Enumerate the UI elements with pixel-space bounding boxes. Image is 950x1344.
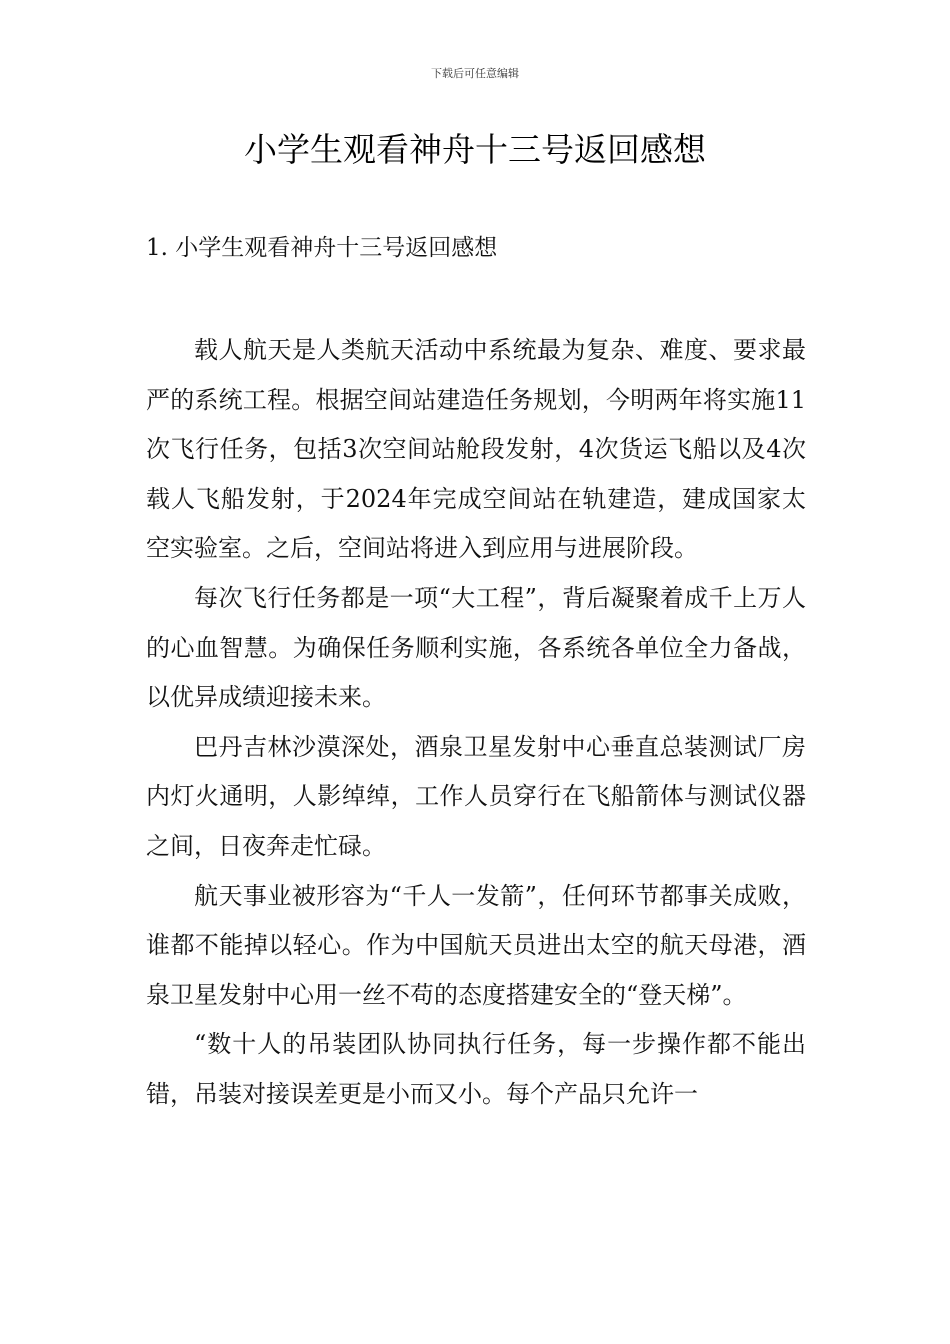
header-note: 下载后可任意编辑 [431, 67, 519, 80]
document-title: 小学生观看神舟十三号返回感想 [244, 130, 706, 169]
section-heading: 1. 小学生观看神舟十三号返回感想 [146, 235, 498, 261]
paragraph: 载人航天是人类航天活动中系统最为复杂、难度、要求最严的系统工程。根据空间站建造任务规划，今明两年将实施11次飞行任务，包括3次空间站舱段发射，4次货运飞船以及4次载人飞船发射，于2024年完成空间站在轨建造，建成国家太空实验室。之后，空间站将进入到应用与进展阶段。 [146, 336, 806, 563]
paragraph: “数十人的吊装团队协同执行任务，每一步操作都不能出错，吊装对接误差更是小而又小。每个产品只允许一 [146, 1030, 806, 1108]
paragraph: 巴丹吉林沙漠深处，酒泉卫星发射中心垂直总装测试厂房内灯火通明，人影绰绰，工作人员穿行在飞船箭体与测试仪器之间，日夜奔走忙碌。 [146, 732, 806, 860]
paragraph: 航天事业被形容为“千人一发箭”，任何环节都事关成败，谁都不能掉以轻心。作为中国航天员进出太空的航天母港，酒泉卫星发射中心用一丝不苟的态度搭建安全的“登天梯”。 [146, 881, 806, 1009]
document-body [146, 326, 806, 1120]
paragraph: 每次飞行任务都是一项“大工程”，背后凝聚着成千上万人的心血智慧。为确保任务顺利实施，各系统各单位全力备战，以优异成绩迎接未来。 [146, 583, 806, 712]
